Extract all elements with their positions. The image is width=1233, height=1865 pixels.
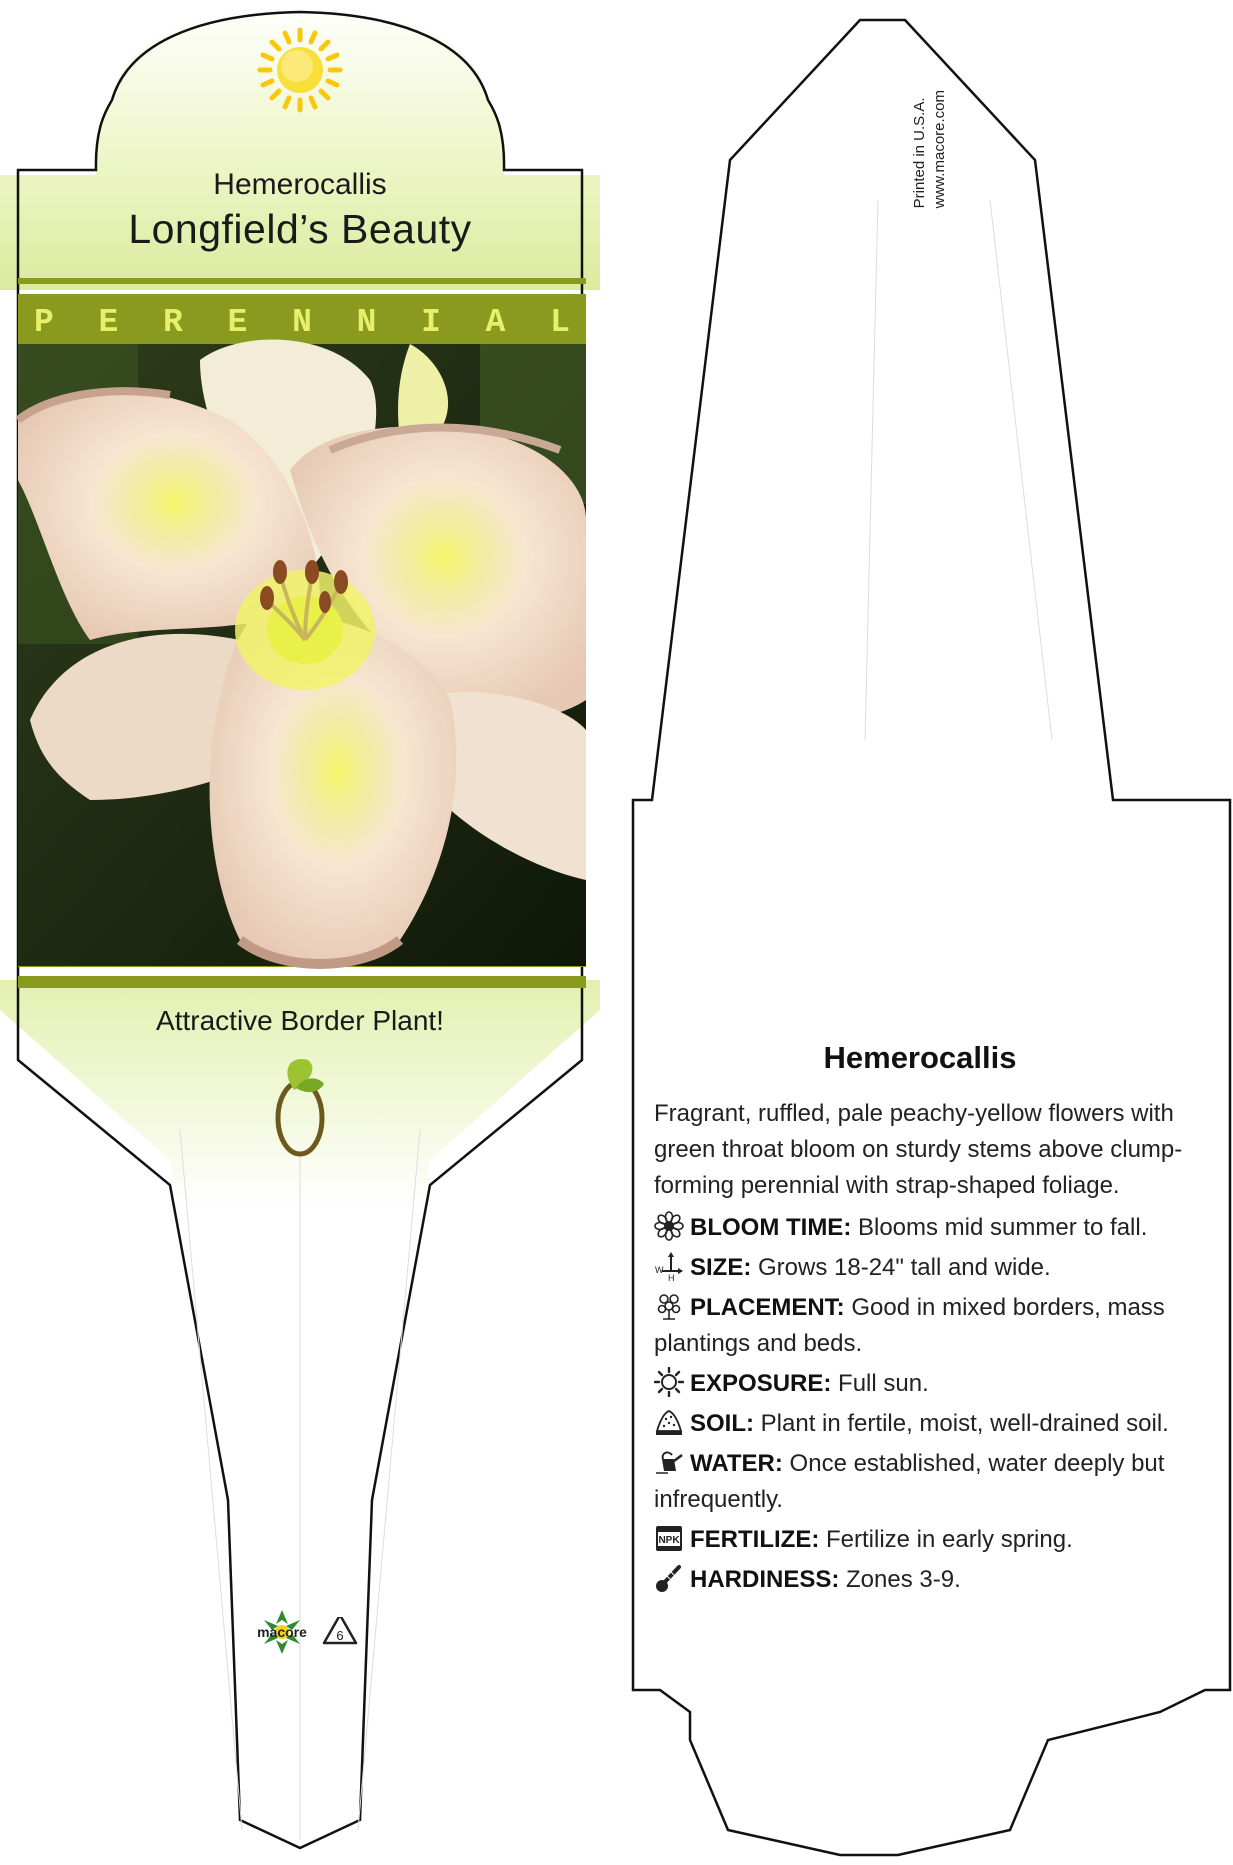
sun-icon: [654, 1367, 684, 1397]
svg-text:macore: macore: [257, 1624, 307, 1640]
flower-icon: [654, 1211, 684, 1241]
exposure-text: Full sun.: [838, 1370, 929, 1397]
placement-label: PLACEMENT:: [690, 1294, 845, 1321]
care-row-hardiness: [654, 1562, 1209, 1598]
svg-text:NPK: NPK: [658, 1535, 680, 1546]
back-body: [654, 1096, 1209, 1602]
front-tag: [0, 0, 600, 1848]
flower-photo: [18, 340, 586, 966]
perennial-letter: N: [356, 303, 377, 341]
recycle-icon: [324, 1615, 356, 1643]
description: Fragrant, ruffled, pale peachy-yellow flowers with green throat bloom on sturdy stems above clump-forming perennial with strap-shaped foliage.: [654, 1100, 1183, 1199]
perennial-letter: P: [34, 303, 54, 341]
perennial-letter: N: [292, 303, 312, 341]
perennial-letter: I: [421, 303, 441, 341]
website-label: www.macore.com: [931, 90, 948, 209]
soil-label: SOIL:: [690, 1410, 754, 1437]
svg-text:6: 6: [336, 1628, 344, 1643]
size-icon: [654, 1251, 684, 1281]
care-row-soil: [654, 1406, 1209, 1442]
sun-logo-icon: [260, 30, 340, 110]
water-text: Once established, water deeply but infrequently.: [654, 1450, 1165, 1513]
soil-icon: [654, 1407, 684, 1437]
fertilize-text: Fertilize in early spring.: [826, 1526, 1073, 1553]
npk-icon: [654, 1523, 684, 1553]
bloom-text: Blooms mid summer to fall.: [857, 1214, 1148, 1241]
bloom-label: BLOOM TIME:: [690, 1214, 852, 1241]
care-row-exposure: [654, 1366, 1209, 1402]
svg-text:H: H: [668, 1273, 675, 1281]
care-row-fertilize: [654, 1522, 1209, 1558]
front-tagline: Attractive Border Plant!: [156, 1005, 444, 1036]
care-row-size: [654, 1250, 1209, 1286]
size-text: Grows 18-24" tall and wide.: [758, 1254, 1051, 1281]
placement-icon: [654, 1291, 684, 1321]
hardiness-text: Zones 3-9.: [846, 1566, 961, 1593]
size-label: SIZE:: [690, 1254, 752, 1281]
placement-text: Good in mixed borders, mass plantings and beds.: [654, 1294, 1165, 1357]
soil-text: Plant in fertile, moist, well-drained soil.: [760, 1410, 1169, 1437]
perennial-banner: [18, 302, 586, 342]
perennial-letter: A: [485, 303, 506, 341]
perennial-letter: L: [550, 303, 570, 341]
care-row-water: [654, 1446, 1209, 1518]
thermometer-icon: [654, 1563, 684, 1593]
fertilize-label: FERTILIZE:: [690, 1526, 820, 1553]
water-label: WATER:: [690, 1450, 783, 1477]
care-row-bloom: [654, 1210, 1209, 1246]
front-cultivar: Longfield’s Beauty: [128, 206, 472, 252]
svg-text:W: W: [655, 1265, 664, 1275]
back-title: Hemerocallis: [823, 1040, 1017, 1075]
hardiness-label: HARDINESS:: [690, 1566, 840, 1593]
printed-info: [910, 90, 950, 208]
perennial-letter: E: [227, 303, 248, 341]
perennial-letter: E: [98, 303, 119, 341]
care-row-placement: [654, 1290, 1209, 1362]
exposure-label: EXPOSURE:: [690, 1370, 832, 1397]
watering-can-icon: [654, 1447, 684, 1477]
printed-in-label: Printed in U.S.A.: [911, 97, 928, 209]
front-genus: Hemerocallis: [213, 168, 387, 201]
perennial-letter: R: [163, 303, 183, 341]
